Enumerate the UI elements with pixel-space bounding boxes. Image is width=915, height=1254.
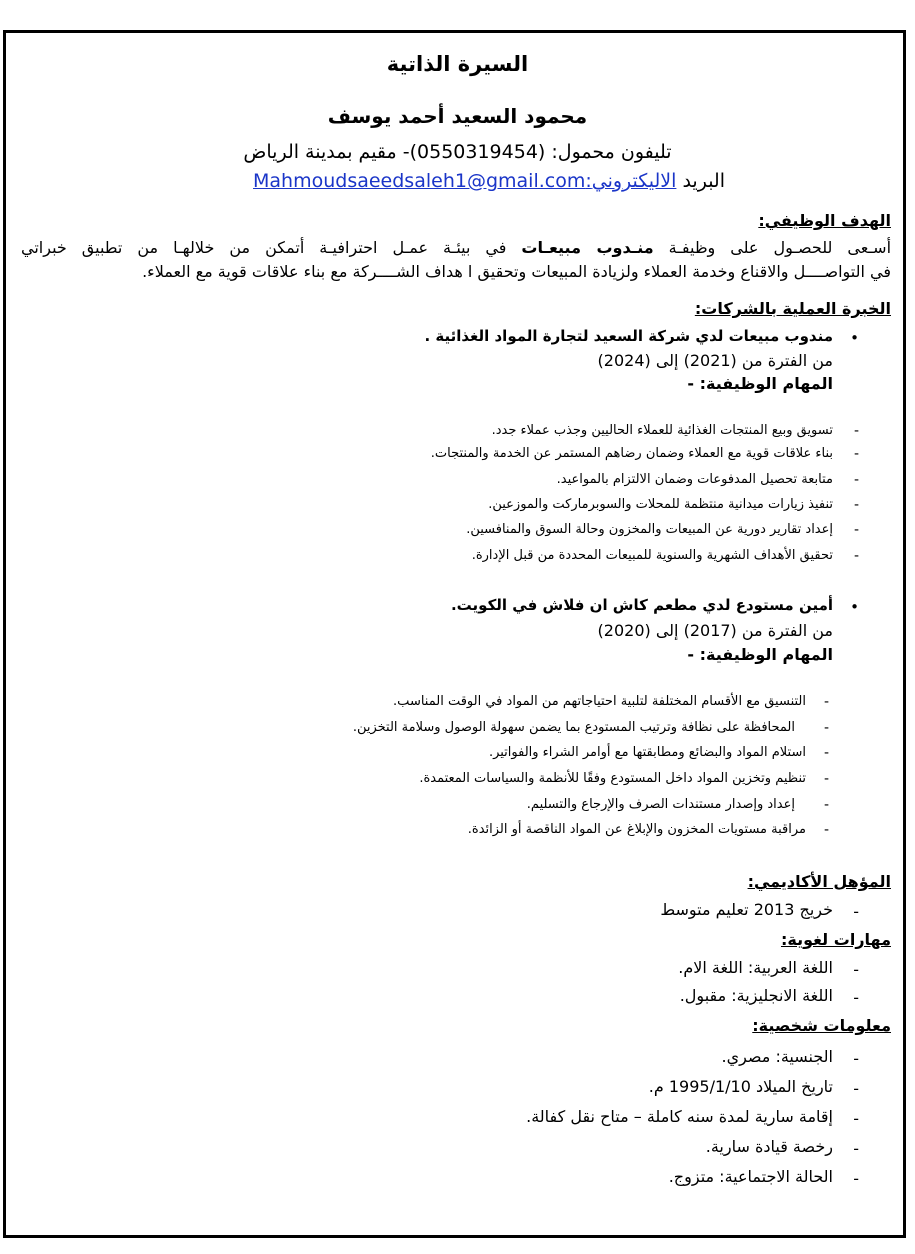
job-1-task: إعداد تقارير دورية عن المبيعات والمخزون وحالة السوق والمنافسين. (466, 522, 833, 537)
personal-item: إقامة سارية لمدة سنه كاملة – متاح نقل كفالة. (526, 1107, 833, 1126)
personal-item: تاريخ الميلاد 1995/1/10 م. (648, 1077, 833, 1096)
job-1-task: بناء علاقات قوية مع العملاء وضمان رضاهم المستمر عن الخدمة والمنتجات. (430, 446, 833, 461)
email-line (253, 170, 725, 192)
email-colon: : (585, 170, 592, 192)
dash-icon: - (853, 446, 859, 462)
job-1-title: مندوب مبيعات لدي شركة السعيد لتجارة المواد الغذائية . (424, 327, 833, 345)
job-1-period: من الفترة من (2021) إلى (2024) (597, 351, 833, 370)
dash-icon: - (823, 694, 829, 710)
page-title: السيرة الذاتية (386, 52, 529, 76)
education-item: خريج 2013 تعليم متوسط (660, 900, 833, 919)
languages-heading: مهارات لغوية: (781, 930, 891, 949)
dash-icon: - (853, 497, 859, 513)
email-label: البريد (676, 170, 725, 192)
objective-line-1: أسـعى للحصـول على وظيفـة منـدوب مبيعـات في بيئـة عمـل احترافيـة أتمكن من خلالهـا من تطبيق خبراتي (21, 238, 892, 257)
personal-heading: معلومات شخصية: (752, 1016, 891, 1035)
dash-icon: - (853, 1139, 859, 1158)
dash-icon: - (853, 1169, 859, 1188)
job-2-period: من الفترة من (2017) إلى (2020) (597, 621, 833, 640)
dash-icon: - (853, 902, 859, 921)
job-2-task: مراقبة مستويات المخزون والإبلاغ عن المواد الناقصة أو الزائدة. (467, 822, 806, 837)
job-2-task: التنسيق مع الأقسام المختلفة لتلبية احتياجاتهم من المواد في الوقت المناسب. (393, 694, 806, 709)
job-2-title: أمين مستودع لدي مطعم كاش ان فلاش في الكويت. (450, 596, 833, 614)
job-1-task: متابعة تحصيل المدفوعات وضمان الالتزام بالمواعيد. (556, 472, 833, 487)
personal-item: الحالة الاجتماعية: متزوج. (668, 1167, 833, 1186)
email-label-link[interactable]: الاليكتروني (591, 170, 677, 192)
job-1-tasks-heading: المهام الوظيفية: - (687, 374, 833, 393)
language-item: اللغة العربية: اللغة الام. (678, 958, 833, 977)
job-2-task: استلام المواد والبضائع ومطابقتها مع أوامر الشراء والفواتير. (488, 745, 806, 760)
bullet-icon: • (850, 329, 859, 347)
experience-heading: الخبرة العملية بالشركات: (694, 299, 891, 318)
dash-icon: - (823, 720, 829, 736)
dash-icon: - (823, 771, 829, 787)
objective-line-2: في التواصــــل والاقناع وخدمة العملاء ولزيادة المبيعات وتحقيق ا هداف الشــــركة مع بناء علاقات قوية مع العملاء. (142, 262, 891, 281)
dash-icon: - (853, 423, 859, 439)
dash-icon: - (853, 960, 859, 979)
personal-item: الجنسية: مصري. (721, 1047, 833, 1066)
dash-icon: - (853, 548, 859, 564)
job-1-task: تسويق وبيع المنتجات الغذائية للعملاء الحاليين وجذب عملاء جدد. (491, 423, 833, 438)
objective-heading: الهدف الوظيفي: (758, 211, 891, 230)
dash-icon: - (853, 522, 859, 538)
dash-icon: - (853, 988, 859, 1007)
email-link[interactable]: Mahmoudsaeedsaleh1@gmail.com (253, 170, 586, 192)
dash-icon: - (853, 1109, 859, 1128)
candidate-name: محمود السعيد أحمد يوسف (327, 104, 588, 128)
dash-icon: - (853, 472, 859, 488)
job-2-task: المحافظة على نظافة وترتيب المستودع بما يضمن سهولة الوصول وسلامة التخزين. (352, 720, 795, 735)
dash-icon: - (823, 745, 829, 761)
dash-icon: - (823, 797, 829, 813)
education-heading: المؤهل الأكاديمي: (747, 872, 891, 891)
language-item: اللغة الانجليزية: مقبول. (679, 986, 833, 1005)
dash-icon: - (853, 1049, 859, 1068)
dash-icon: - (823, 822, 829, 838)
personal-item: رخصة قيادة سارية. (705, 1137, 833, 1156)
dash-icon: - (853, 1079, 859, 1098)
job-2-task: تنظيم وتخزين المواد داخل المستودع وفقًا للأنظمة والسياسات المعتمدة. (419, 771, 806, 786)
job-1-task: تحقيق الأهداف الشهرية والسنوية للمبيعات المحددة من قبل الإدارة. (471, 548, 833, 563)
job-2-task: إعداد وإصدار مستندات الصرف والإرجاع والتسليم. (526, 797, 795, 812)
phone-line: تليفون محمول: (0550319454)- مقيم بمدينة الرياض (243, 141, 672, 163)
objective-highlight: منـدوب مبيعـات (521, 238, 654, 257)
bullet-icon: • (850, 598, 859, 616)
job-1-task: تنفيذ زيارات ميدانية منتظمة للمحلات والسوبرماركت والموزعين. (488, 497, 833, 512)
job-2-tasks-heading: المهام الوظيفية: - (687, 645, 833, 664)
